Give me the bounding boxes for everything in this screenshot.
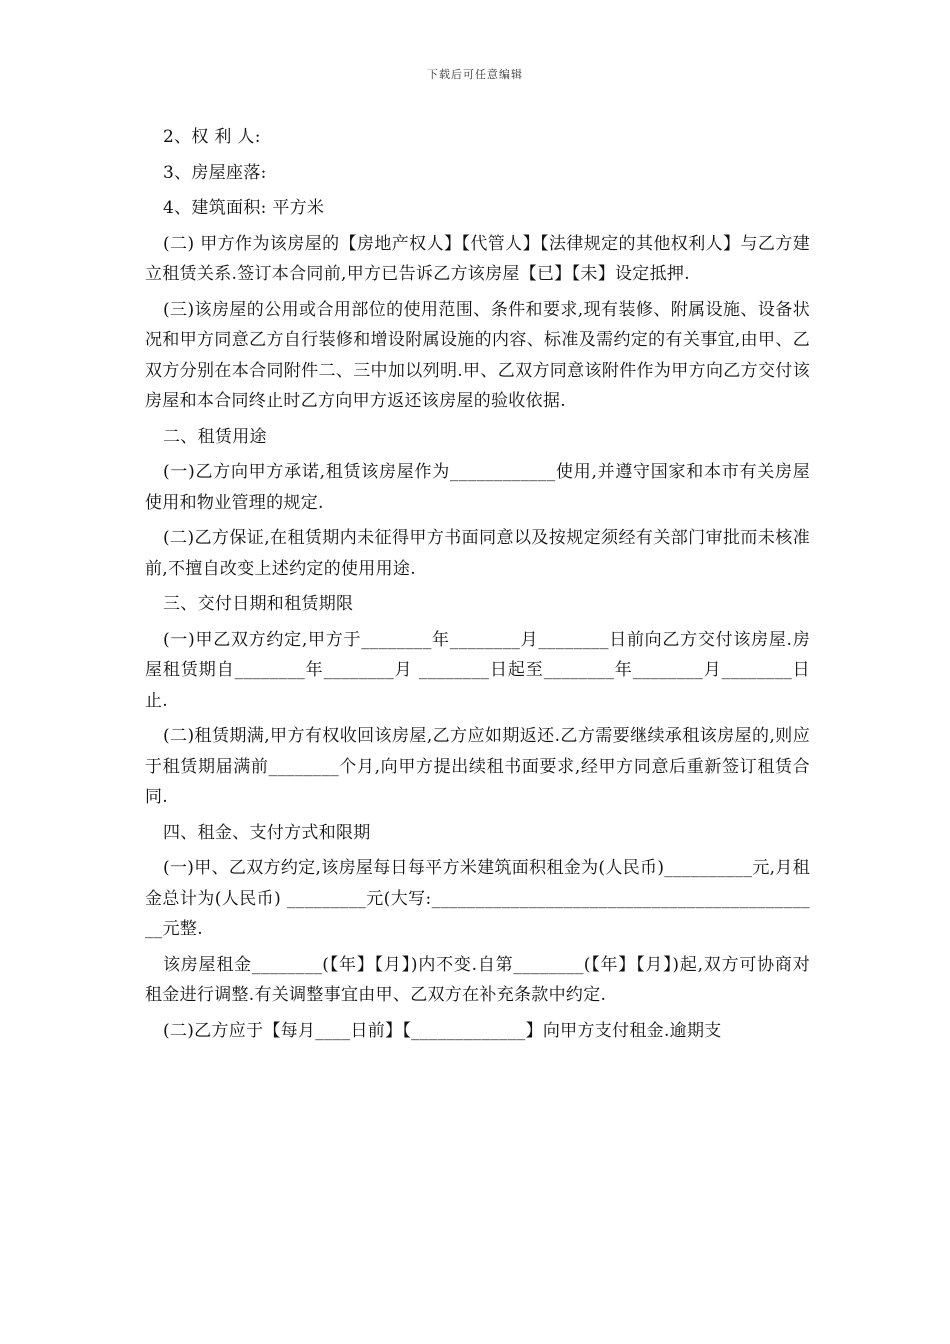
clause-rent-amount: (一)甲、乙双方约定,该房屋每日每平方米建筑面积租金为(人民币)__________元,月租金总计为(人民币) _________元(大写:_____________________________________________元整. bbox=[145, 858, 810, 939]
section-heading-rent: 四、租金、支付方式和限期 bbox=[163, 822, 371, 843]
clause-usage-promise: (一)乙方向甲方承诺,租赁该房屋作为____________使用,并遵守国家和本市有关房屋使用和物业管理的规定. bbox=[145, 462, 810, 513]
clause-rent-adjustment: 该房屋租金________(【年】【月】)内不变.自第________(【年】【月】)起,双方可协商对租金进行调整.有关调整事宜由甲、乙双方在补充条款中约定. bbox=[145, 954, 810, 1005]
clause-lease-renewal: (二)租赁期满,甲方有权收回该房屋,乙方应如期返还.乙方需要继续承租该房屋的,则应于租赁期届满前________个月,向甲方提出续租书面要求,经甲方同意后重新签订租赁合同. bbox=[145, 726, 810, 807]
clause-floor-area: 4、建筑面积: 平方米 bbox=[163, 198, 325, 218]
clause-usage-guarantee: (二)乙方保证,在租赁期内未征得甲方书面同意以及按规定须经有关部门审批而未核准前,不擅自改变上述约定的使用用途. bbox=[145, 528, 810, 579]
contract-body bbox=[145, 122, 810, 1051]
clause-property-location: 3、房屋座落: bbox=[163, 162, 267, 183]
clause-common-areas: (三)该房屋的公用或合用部位的使用范围、条件和要求,现有装修、附属设施、设备状况和甲方同意乙方自行装修和增设附属设施的内容、标准及需约定的有关事宜,由甲、乙双方分别在本合同附件二、三中加以列明.甲、乙双方同意该附件作为甲方向乙方交付该房屋和本合同终止时乙方向甲方返还该房屋的验收依据. bbox=[145, 299, 810, 411]
clause-delivery-date: (一)甲乙双方约定,甲方于________年________月________日前向乙方交付该房屋.房屋租赁期自________年________月 ________日起至________年________月________日止. bbox=[145, 629, 810, 711]
section-heading-usage: 二、租赁用途 bbox=[163, 426, 267, 447]
clause-rent-payment: (二)乙方应于【每月____日前】【_____________】向甲方支付租金.逾期支 bbox=[163, 1020, 722, 1041]
clause-lessor-status: (二) 甲方作为该房屋的【房地产权人】【代管人】【法律规定的其他权利人】与乙方建立租赁关系.签订本合同前,甲方已告诉乙方该房屋【已】【未】设定抵押. bbox=[145, 233, 810, 284]
page-header-note: 下载后可任意编辑 bbox=[427, 68, 523, 81]
clause-rights-holder: 2、权 利 人: bbox=[163, 127, 261, 147]
section-heading-term: 三、交付日期和租赁期限 bbox=[163, 594, 354, 614]
